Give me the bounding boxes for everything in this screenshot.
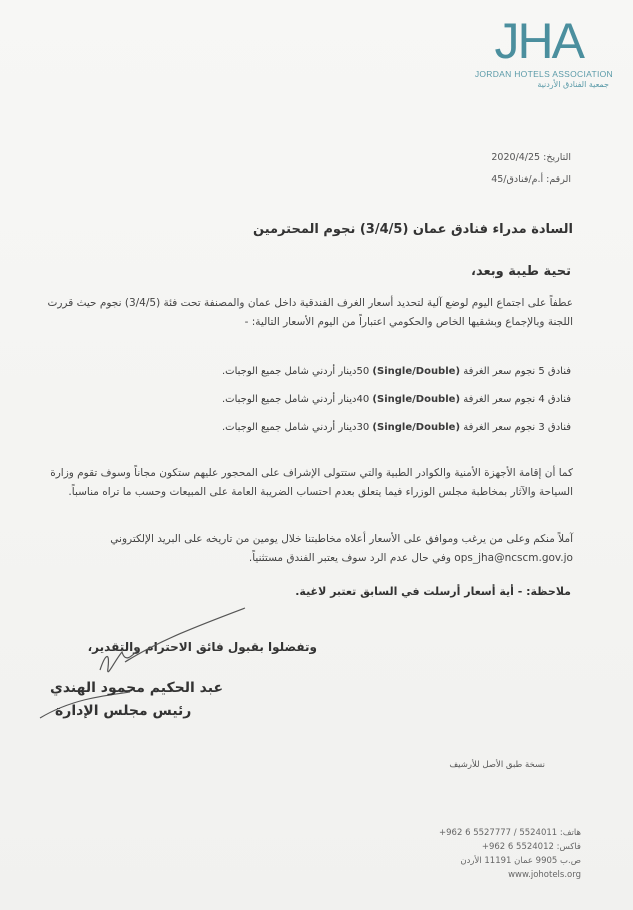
price-line-4-star: فنادق 4 نجوم سعر الغرفة (Single/Double) 40دينار أردني شامل جميع الوجبات. [221, 394, 571, 405]
contact-phone: هاتف: 5524011 / 5527777 6 962+ [439, 828, 581, 838]
cc-note: نسخة طبق الأصل للأرشيف [449, 760, 545, 770]
note: ملاحظة: - أية أسعار أرسلت في السابق تعتبر لاغية. [295, 585, 571, 598]
logo-arabic-name: جمعية الفنادق الأردنية [537, 80, 609, 89]
logo-wordmark: JHA [494, 13, 583, 69]
logo-english-name: JORDAN HOTELS ASSOCIATION [474, 69, 613, 79]
reply-paragraph: آملاً منكم وعلى من يرغب وموافق على الأسعار أعلاه مخاطبتنا خلال يومين من تاريخه على البريد الإلكتروني ops_jha@ncscm.gov.jo وفي حال عدم الرد سوف يعتبر الفندق مستثنياً. [110, 533, 573, 564]
contact-fax: فاكس: 5524012 6 962+ [481, 842, 581, 852]
closing-salutation: وتفضلوا بقبول فائق الاحترام والتقدير، [87, 640, 317, 654]
letter-reference: الرقم: أ.م/فنادق/45 [491, 174, 571, 185]
price-line-5-star: فنادق 5 نجوم سعر الغرفة (Single/Double) 50دينار أردني شامل جميع الوجبات. [221, 366, 571, 377]
addressee: السادة مدراء فنادق عمان (3/4/5) نجوم المحترمين [253, 222, 573, 237]
intro-paragraph: عطفاً على اجتماع اليوم لوضع آلية لتحديد أسعار الغرف الفندقية داخل عمان والمصنفة تحت فئة (3/4/5) نجوم حيث قررت اللجنة وبالإجماع وبشقيها الخاص والحكومي اعتباراً من اليوم الأسعار التالية: - [47, 297, 573, 328]
price-line-3-star: فنادق 3 نجوم سعر الغرفة (Single/Double) 30دينار أردني شامل جميع الوجبات. [221, 422, 571, 433]
security-paragraph: كما أن إقامة الأجهزة الأمنية والكوادر الطبية والتي ستتولى الإشراف على المحجور عليهم ستكون مجاناً وسوف تقوم وزارة السياحة والآثار بمخاطبة مجلس الوزراء فيما يتعلق بعدم احتساب الضريبة العامة على المبيعات وحسب ما تراه مناسباً. [50, 467, 573, 498]
letter-date: التاريخ: 2020/4/25 [491, 152, 571, 163]
contact-website[interactable]: www.johotels.org [508, 870, 581, 880]
contact-pobox: ص.ب 9905 عمان 11191 الأردن [460, 856, 581, 866]
signatory-title: رئيس مجلس الإدارة [55, 703, 192, 719]
jha-logo [438, 12, 613, 92]
signatory-name: عبد الحكيم محمود الهندي [50, 680, 224, 696]
greeting: تحية طيبة وبعد، [471, 264, 571, 279]
